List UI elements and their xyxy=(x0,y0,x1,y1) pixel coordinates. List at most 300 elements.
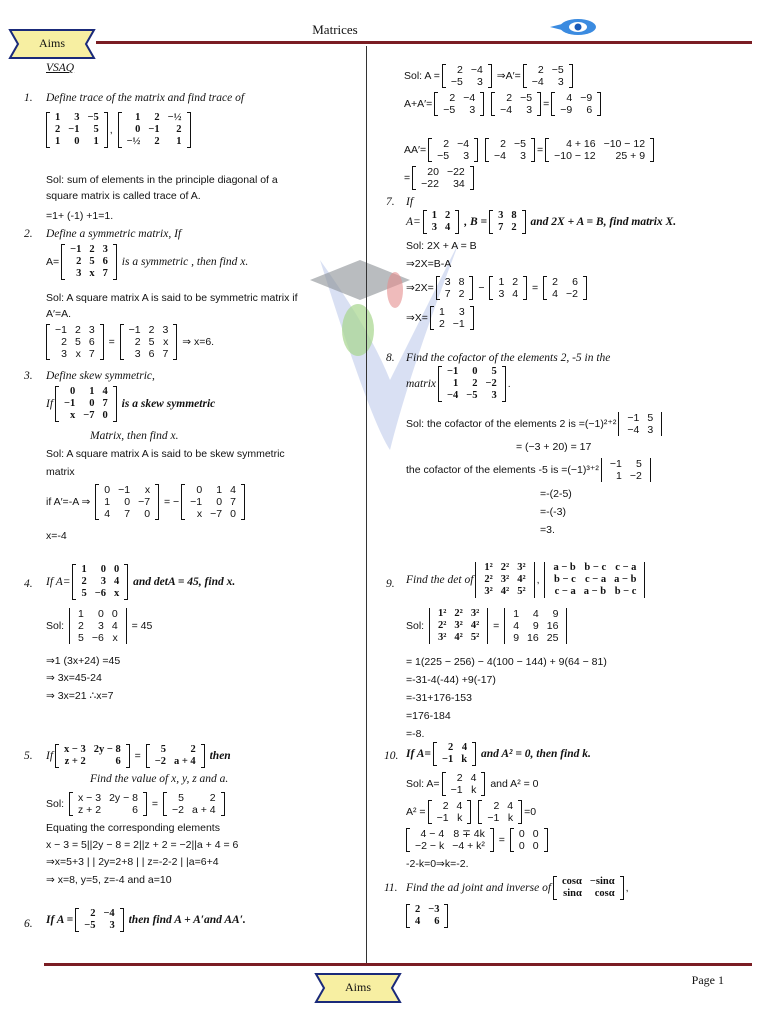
matrix-cell: −½ xyxy=(167,112,182,123)
matrix-cell: 1 xyxy=(498,276,505,288)
matrix-cells xyxy=(509,608,562,644)
matrix-cell: 5 xyxy=(148,336,155,348)
matrix-cell: −½ xyxy=(126,136,141,147)
matrix-cell: 4² xyxy=(470,620,480,631)
matrix-cell: 34 xyxy=(453,178,465,190)
matrix-cells xyxy=(60,744,125,768)
q3-result: x=-4 xyxy=(46,530,67,542)
matrix-cell: 3 xyxy=(520,150,526,162)
matrix-cell: −2 xyxy=(171,804,184,816)
matrix-cell: −1 xyxy=(148,124,160,135)
matrix-cell: 3 xyxy=(526,104,533,116)
q7-sol-3: ⇒2X= 3 8 7 2 − 1 2 3 4 = 2 6 4 −2 xyxy=(406,276,589,300)
matrix-cell: 2y − 8 xyxy=(109,792,138,804)
matrix-cell: −2 xyxy=(629,470,642,482)
matrix-cell: 1 xyxy=(453,378,459,389)
matrix-cell: 4 xyxy=(102,386,108,397)
matrix-cell: 4 xyxy=(456,800,463,812)
matrix-cell: 3 xyxy=(498,210,504,221)
q8-statement: matrix −1 0 5 1 2 −2 −4 −5 3 . xyxy=(406,366,511,401)
q7-sol-2: ⇒2X=B-A xyxy=(406,258,452,270)
matrix-cell: 2 xyxy=(442,800,449,812)
matrix-cell: 2 xyxy=(552,276,558,288)
matrix-cell: 3 xyxy=(557,76,564,88)
matrix-cell: 7 xyxy=(444,288,451,300)
matrix-cell: 4 xyxy=(470,772,477,784)
matrix-cell: 3 xyxy=(458,306,465,318)
matrix-cell: 2 xyxy=(415,904,421,915)
matrix-cell: z + 2 xyxy=(64,756,86,767)
matrix-cell: −1 xyxy=(447,366,459,377)
matrix-cell: −4 xyxy=(447,390,459,401)
q2-sol-2: A′=A. xyxy=(46,308,72,320)
matrix-cell: 0 xyxy=(102,410,108,421)
matrix-cell: 1 xyxy=(513,608,520,620)
matrix-cell: 6 xyxy=(586,104,593,116)
matrix-cell: 4 xyxy=(111,620,118,632)
q8-sol-4: =-(2-5) xyxy=(540,488,572,500)
matrix-cell: 2 xyxy=(458,288,465,300)
matrix-cells xyxy=(74,792,142,816)
matrix-cells xyxy=(494,276,522,300)
matrix-cell: 0 xyxy=(98,608,104,620)
matrix-cell: k xyxy=(461,754,468,765)
matrix-cell: −4 xyxy=(627,424,640,436)
brand-label: Aims xyxy=(38,36,65,50)
matrix-cell: 5 xyxy=(74,336,81,348)
q2-sol-1: Sol: A square matrix A is said to be symmetric matrix if xyxy=(46,292,298,304)
matrix-cell: cosα xyxy=(562,876,582,887)
matrix-cell: 1 xyxy=(78,608,84,620)
matrix-cells xyxy=(435,306,469,330)
matrix-cell: −1 xyxy=(55,324,67,336)
matrix-cells xyxy=(439,92,479,116)
matrix-cell: −1 xyxy=(68,124,80,135)
q10-sol-4: -2-k=0⇒k=-2. xyxy=(406,858,469,870)
matrix-cell: 5 xyxy=(491,366,497,377)
matrix-cell: −10 − 12 xyxy=(603,138,646,150)
matrix-cell: −4 xyxy=(103,908,115,919)
matrix-cell: 2 xyxy=(472,378,478,389)
matrix-cell: 6 xyxy=(434,916,440,927)
q9-sol-5: =-8. xyxy=(406,728,425,740)
matrix-cell: 2 xyxy=(176,124,182,135)
matrix-cell: −1 xyxy=(64,398,76,409)
matrix-cells xyxy=(51,112,103,148)
matrix-cells xyxy=(447,64,487,88)
page-number: Page 1 xyxy=(691,973,724,987)
matrix-cell: −4 xyxy=(470,64,483,76)
matrix-cell: 6 xyxy=(132,804,138,816)
matrix-cell: 4 xyxy=(415,916,421,927)
q8-sol-5: =-(-3) xyxy=(540,506,566,518)
matrix-cell: 7 xyxy=(102,398,108,409)
matrix-cell: 1 xyxy=(176,136,182,147)
matrix-cell: 2 xyxy=(438,318,445,330)
matrix-cells xyxy=(100,484,154,520)
matrix-cell: c − a xyxy=(615,562,637,573)
q7-sol-1: Sol: 2X + A = B xyxy=(406,240,477,252)
matrix-cell: −7 xyxy=(210,508,223,520)
matrix-cell: 5 xyxy=(89,256,95,267)
brand-ribbon-top xyxy=(8,28,96,60)
matrix-cell: a + 4 xyxy=(173,756,196,767)
q9-sol-4: =176-184 xyxy=(406,710,451,722)
matrix-cell: 2 xyxy=(134,336,141,348)
matrix-cell: 1 xyxy=(89,386,95,397)
matrix-cell: 5 xyxy=(647,412,654,424)
q9-sol-2: =-31-4(-44) +9(-17) xyxy=(406,674,496,686)
q1-matrix-a xyxy=(46,112,108,148)
column-divider xyxy=(366,46,367,963)
q4-statement: If A= 1 0 0 2 3 4 5 −6 x and detA = 45, find x. xyxy=(46,564,236,599)
matrix-cells xyxy=(556,92,596,116)
matrix-cell: 0 xyxy=(144,508,151,520)
matrix-cells xyxy=(438,742,471,766)
q1-text: Define trace of the matrix and find trace of xyxy=(46,92,245,104)
matrix-cell: 0 xyxy=(472,366,478,377)
matrix-cell: −1 xyxy=(450,784,463,796)
matrix-cell: −4 xyxy=(494,150,506,162)
q5-number: 5. xyxy=(24,750,33,762)
matrix-cell: 1 xyxy=(135,112,141,123)
matrix-cells xyxy=(447,772,481,796)
matrix-cell: 6 xyxy=(572,276,578,288)
s6-line-4: = 20 −22 −22 34 xyxy=(404,166,476,190)
q1-sol-3: =1+ (-1) +1=1. xyxy=(46,210,114,222)
matrix-cell: 1 xyxy=(438,306,445,318)
q9-sol-3: =-31+176-153 xyxy=(406,692,472,704)
matrix-cell: −1 xyxy=(441,754,454,765)
matrix-cells xyxy=(550,138,649,162)
matrix-cell: 4 xyxy=(104,508,111,520)
matrix-cells xyxy=(74,608,122,644)
matrix-cell: −5 xyxy=(84,920,96,931)
q4-determinant: Sol: 1 0 0 2 3 4 5 −6 x = 45 xyxy=(46,608,153,644)
q2-text: Define a symmetric matrix, If xyxy=(46,228,182,240)
matrix-cell: 5 xyxy=(78,632,84,644)
matrix-cell: 4 xyxy=(461,742,468,753)
matrix-cell: b − c xyxy=(614,586,637,597)
matrix-cells xyxy=(490,138,530,162)
matrix-cell: 8 xyxy=(511,210,517,221)
matrix-cell: 0 xyxy=(89,398,95,409)
matrix-cell: −2 xyxy=(154,756,166,767)
matrix-cells xyxy=(411,828,489,852)
matrix-cell: 9 xyxy=(552,608,559,620)
matrix-cell: 16 xyxy=(546,620,559,632)
matrix-cell: 3 xyxy=(74,112,80,123)
q2-equation: −1 2 3 2 5 6 3 x 7 = −1 2 3 2 5 x 3 6 7 ⇒ x=6. xyxy=(44,324,214,360)
matrix-cell: 2 xyxy=(512,276,519,288)
matrix-cells xyxy=(168,792,220,816)
matrix-cell: 3 xyxy=(444,276,451,288)
matrix-cell: 5 xyxy=(93,124,99,135)
q8-number: 8. xyxy=(386,352,395,364)
matrix-cell: 2 xyxy=(154,136,160,147)
matrix-cells xyxy=(441,276,469,300)
matrix-cells xyxy=(66,244,112,280)
page-title: Matrices xyxy=(312,22,358,37)
matrix-cell: sinα xyxy=(563,888,582,899)
matrix-cell: b − c xyxy=(584,562,607,573)
matrix-cell: 2 xyxy=(457,64,463,76)
matrix-cell: a + 4 xyxy=(191,804,216,816)
matrix-cell: 3² xyxy=(438,632,447,643)
matrix-cell: 3 xyxy=(98,620,104,632)
q5-sol-4: ⇒ x=8, y=5, z=-4 and a=10 xyxy=(46,874,172,886)
matrix-cell: 0 xyxy=(111,608,118,620)
q1-matrix-b xyxy=(118,112,191,148)
matrix-cell: 1 xyxy=(55,136,61,147)
matrix-cell: 2² xyxy=(500,562,510,573)
matrix-cell: 3² xyxy=(470,608,480,619)
matrix-cell: 3 xyxy=(491,390,497,401)
matrix-cell: 4 − 4 xyxy=(420,828,445,840)
matrix-cell: a − b xyxy=(583,586,607,597)
matrix-cells xyxy=(623,412,657,436)
matrix-cell: k xyxy=(471,784,477,796)
q9-sol-1: = 1(225 − 256) − 4(100 − 144) + 9(64 − 81) xyxy=(406,656,607,668)
matrix-cells xyxy=(60,386,112,422)
matrix-cell: 0 xyxy=(532,828,539,840)
matrix-cell: 3 xyxy=(61,348,67,360)
matrix-cell: 1 xyxy=(93,136,99,147)
matrix-cell: −1 xyxy=(487,812,500,824)
matrix-cell: 4² xyxy=(454,632,463,643)
matrix-cell: 2 xyxy=(209,792,216,804)
q10-number: 10. xyxy=(384,750,399,762)
matrix-cell: 3² xyxy=(454,620,463,631)
q8-sol-3: the cofactor of the elements -5 is =(−1)³⁺² −1 5 1 −2 xyxy=(406,458,653,482)
q9-statement: Find the det of 1² 2² 3² 2² 3² 4² 3² 4² 5² , a − b b − c c − a b − c c − a a − b c − a a − b b − c xyxy=(406,562,647,598)
matrix-cell: 5² xyxy=(517,586,526,597)
matrix-cell: 2 xyxy=(55,124,61,135)
matrix-cell: 3² xyxy=(484,586,493,597)
matrix-cells xyxy=(77,564,123,600)
matrix-cell: 0 xyxy=(113,564,120,575)
matrix-cell: 4 xyxy=(230,484,236,496)
matrix-cell: 2 xyxy=(500,138,506,150)
matrix-cell: −5 xyxy=(437,150,450,162)
q5-statement: If x − 3 2y − 8 z + 2 6 = 5 2 −2 a + 4 then xyxy=(46,744,231,767)
matrix-cell: −5 xyxy=(87,112,99,123)
matrix-cell: −3 xyxy=(428,904,440,915)
matrix-cell: x xyxy=(196,508,203,520)
matrix-cell: 2 xyxy=(89,244,95,255)
matrix-cell: 1 xyxy=(616,470,622,482)
q4-sol-3: ⇒ 3x=21 ∴x=7 xyxy=(46,690,114,702)
matrix-cells xyxy=(433,800,467,824)
matrix-cell: 2 xyxy=(148,324,155,336)
matrix-cell: x xyxy=(112,632,118,644)
matrix-cell: 2 xyxy=(190,744,196,755)
matrix-cell: 3 xyxy=(88,324,95,336)
matrix-cell: 4 xyxy=(566,92,573,104)
matrix-cell: −1 xyxy=(609,458,622,470)
matrix-cell: −10 − 12 xyxy=(554,150,596,162)
matrix-cell: −4 xyxy=(531,76,544,88)
matrix-cell: 2² xyxy=(438,620,447,631)
q3-text-2: Matrix, then find x. xyxy=(90,430,179,442)
matrix-cell: −1 xyxy=(70,244,82,255)
matrix-cell: 9 xyxy=(532,620,539,632)
matrix-cell: 4 xyxy=(512,288,519,300)
matrix-cell: 6 xyxy=(115,756,121,767)
matrix-cell: 3 xyxy=(109,920,115,931)
matrix-cell: 0 xyxy=(518,840,525,852)
eye-logo-icon xyxy=(548,16,598,38)
matrix-cell: 2 xyxy=(445,210,451,221)
q5-sol-3: ⇒x=5+3 | | 2y=2+8 | | z=-2-2 | |a=6+4 xyxy=(46,856,219,868)
matrix-cell: 2 xyxy=(449,92,456,104)
q10-sol-2: A² = 2 4 −1 k 2 4 −1 k =0 xyxy=(406,800,537,824)
matrix-cell: 2 xyxy=(81,576,87,587)
matrix-cell: −5 xyxy=(551,64,564,76)
matrix-cell: 4 xyxy=(507,800,514,812)
matrix-cells xyxy=(125,324,173,360)
matrix-cell: 4 xyxy=(113,576,120,587)
q7-statement: A= 1 2 3 4 , B = 3 8 7 2 and 2X + A = B, find matrix X. xyxy=(406,210,677,233)
matrix-cell: 1 xyxy=(55,112,61,123)
q4-number: 4. xyxy=(24,578,33,590)
matrix-cell: 4² xyxy=(517,574,526,585)
matrix-cell: 3 xyxy=(100,576,106,587)
q3-equation: if A′=-A ⇒ 0 −1 x 1 0 −7 4 7 0 = − 0 1 4 −1 0 7 x −7 0 xyxy=(46,484,247,520)
matrix-cell: 8 xyxy=(458,276,465,288)
matrix-cell: 2² xyxy=(484,574,493,585)
matrix-cell: 2 xyxy=(78,620,84,632)
matrix-cell: 0 xyxy=(104,484,111,496)
matrix-cell: 4 xyxy=(552,288,558,300)
matrix-cell: 0 xyxy=(230,508,236,520)
matrix-cell: 7 xyxy=(102,268,108,279)
matrix-cells xyxy=(606,458,646,482)
matrix-cell: 25 xyxy=(546,632,559,644)
matrix-cell: 5² xyxy=(470,632,480,643)
matrix-cell: 2 xyxy=(456,772,463,784)
matrix-cell: −4 xyxy=(457,138,470,150)
matrix-cell: 3 xyxy=(162,324,169,336)
matrix-cell: 3 xyxy=(498,288,505,300)
footer-rule xyxy=(44,963,752,966)
matrix-cell: a − b xyxy=(553,562,576,573)
q5-sol-1: Equating the corresponding elements xyxy=(46,822,220,834)
matrix-cell: −9 xyxy=(560,104,573,116)
s6-line-2: A+A′= 2 −4 −5 3 2 −5 −4 3 = 4 −9 −9 6 xyxy=(404,92,603,116)
matrix-cell: 1 xyxy=(431,210,438,221)
matrix-cell: 0 xyxy=(70,386,76,397)
s6-line-1: Sol: A = 2 −4 −5 3 ⇒A′= 2 −5 −4 3 xyxy=(404,64,575,88)
matrix-cell: −2 xyxy=(565,288,578,300)
matrix-cell: k xyxy=(507,812,514,824)
s6-line-3: AA′= 2 −4 −5 3 2 −5 −4 3 = 4 + 16 −10 − 12 −10 − 12 25 + 9 xyxy=(404,138,656,162)
matrix-cells xyxy=(483,800,517,824)
matrix-cell: 0 xyxy=(532,840,539,852)
matrix-cell: 1² xyxy=(484,562,493,573)
matrix-cell: −4 xyxy=(500,104,513,116)
matrix-cell: x xyxy=(75,348,81,360)
matrix-cell: 0 xyxy=(196,484,203,496)
matrix-cell: x xyxy=(113,588,120,599)
matrix-cell: 3 xyxy=(647,424,654,436)
q5-equation: Sol: x − 3 2y − 8 z + 2 6 = 5 2 −2 a + 4 xyxy=(46,792,227,816)
matrix-cell: 3 xyxy=(431,222,438,233)
matrix-cell: −2 − k xyxy=(415,840,445,852)
matrix-cell: 0 xyxy=(216,496,223,508)
matrix-cells xyxy=(151,744,200,768)
q3-sol-1: Sol: A square matrix A is said to be skew symmetric xyxy=(46,448,285,460)
q1-number: 1. xyxy=(24,92,33,104)
matrix-cell: −4 + k² xyxy=(452,840,485,852)
matrix-cell: 2 xyxy=(506,92,513,104)
q1-sol-2: square matrix is called trace of A. xyxy=(46,190,201,202)
q10-sol-3: 4 − 4 8 ∓ 4k −2 − k −4 + k² = 0 0 0 0 xyxy=(404,828,550,852)
matrix-cell: b − c xyxy=(554,574,576,585)
matrix-cell: 2 xyxy=(76,256,82,267)
q10-statement: If A= 2 4 −1 k and A² = 0, then find k. xyxy=(406,742,591,765)
q4-sol-2: ⇒ 3x=45-24 xyxy=(46,672,102,684)
matrix-cell: −9 xyxy=(580,92,593,104)
matrix-cell: 25 + 9 xyxy=(615,150,646,162)
matrix-cell: 2 xyxy=(493,800,500,812)
matrix-cell: 0 xyxy=(74,136,80,147)
matrix-cell: −7 xyxy=(138,496,151,508)
matrix-cell: 2 xyxy=(90,908,96,919)
matrix-cell: 5 xyxy=(178,792,184,804)
matrix-cell: 20 xyxy=(427,166,439,178)
matrix-cell: 3 xyxy=(134,348,141,360)
matrix-cell: x − 3 xyxy=(78,792,102,804)
matrix-cell: −6 xyxy=(91,632,104,644)
q8-sol-6: =3. xyxy=(540,524,555,536)
matrix-cell: 4 + 16 xyxy=(566,138,596,150)
matrix-cells xyxy=(80,908,118,932)
footer-brand-label: Aims xyxy=(344,980,371,994)
q3-sol-2: matrix xyxy=(46,466,75,478)
matrix-cells xyxy=(417,166,469,190)
matrix-cell: 2y − 8 xyxy=(93,744,121,755)
matrix-cell: 2 xyxy=(74,324,81,336)
matrix-cell: 4 xyxy=(532,608,539,620)
matrix-cell: z + 2 xyxy=(78,804,102,816)
matrix-cell: −1 xyxy=(452,318,465,330)
matrix-cell: 6 xyxy=(102,256,108,267)
header-rule xyxy=(96,41,752,44)
matrix-cell: −1 xyxy=(118,484,131,496)
matrix-cell: 3 xyxy=(477,76,483,88)
matrix-cell: −22 xyxy=(446,166,465,178)
q1-sol-1: Sol: sum of elements in the principle diagonal of a xyxy=(46,174,278,186)
q5-text-2: Find the value of x, y, z and a. xyxy=(90,773,229,785)
matrix-cell: −6 xyxy=(94,588,106,599)
matrix-cell: 1 xyxy=(81,564,87,575)
matrix-cell: 2 xyxy=(443,138,450,150)
matrix-cells xyxy=(433,138,473,162)
q7-sol-4: ⇒X= 1 3 2 −1 xyxy=(406,306,476,330)
matrix-cells xyxy=(494,210,521,234)
matrix-cell: 5 xyxy=(636,458,642,470)
q6-statement: If A = 2 −4 −5 3 then find A + A′and AA′. xyxy=(46,908,246,931)
matrix-cells xyxy=(443,366,501,402)
matrix-cell: 0 xyxy=(518,828,525,840)
matrix-cell: −1 xyxy=(190,496,203,508)
matrix-cell: −1 xyxy=(627,412,640,424)
matrix-cell: 9 xyxy=(513,632,520,644)
matrix-cell: 3² xyxy=(517,562,526,573)
matrix-cell: −4 xyxy=(463,92,476,104)
matrix-cell: 2² xyxy=(454,608,463,619)
